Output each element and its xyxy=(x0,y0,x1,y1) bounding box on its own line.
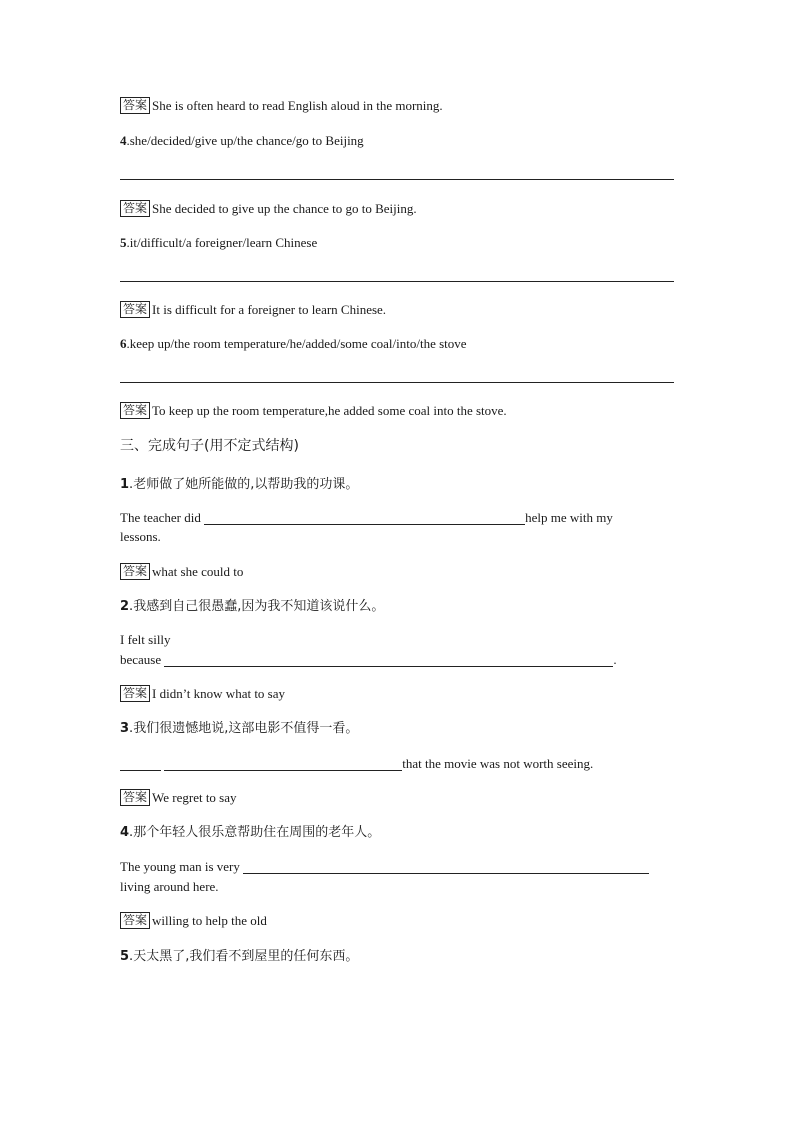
question-chinese: 老师做了她所能做的,以帮助我的功课。 xyxy=(133,477,359,492)
answer-text: She decided to give up the chance to go to Beijing. xyxy=(152,201,417,216)
answer-row xyxy=(120,788,680,807)
question-chinese: 我感到自己很愚蠢,因为我不知道该说什么。 xyxy=(133,599,385,614)
question-prompt: keep up/the room temperature/he/added/some coal/into/the stove xyxy=(129,336,467,351)
question-number: 6 xyxy=(120,336,127,351)
answer-row xyxy=(120,911,680,930)
sentence-text: living around here. xyxy=(120,879,219,894)
question-row: 4.she/decided/give up/the chance/go to Beijing xyxy=(120,133,364,148)
sentence-text: help me with my xyxy=(525,510,613,525)
question-number: 5 xyxy=(120,949,130,964)
fill-blank[interactable] xyxy=(204,510,525,525)
answer-row xyxy=(120,300,680,319)
answer-line xyxy=(120,281,674,282)
answer-line xyxy=(120,382,674,383)
answer-text: To keep up the room temperature,he added some coal into the stove. xyxy=(152,403,507,418)
answer-label: 答案 xyxy=(120,200,150,217)
question-row: 6.keep up/the room temperature/he/added/some coal/into/the stove xyxy=(120,336,467,351)
question-number: 2 xyxy=(120,599,130,614)
sentence-text: because xyxy=(120,652,165,667)
answer-line xyxy=(120,179,674,180)
fill-blank[interactable] xyxy=(164,652,613,667)
sentence-text: . xyxy=(613,652,617,667)
answer-label: 答案 xyxy=(120,402,150,419)
sentence-text: The teacher did xyxy=(120,510,205,525)
answer-row xyxy=(120,684,680,703)
answer-label: 答案 xyxy=(120,563,150,580)
answer-row xyxy=(120,562,680,581)
answer-text: what she could to xyxy=(152,564,244,579)
answer-label: 答案 xyxy=(120,912,150,929)
question-chinese: 我们很遗憾地说,这部电影不值得一看。 xyxy=(133,721,359,736)
section-title: 三、完成句子(用不定式结构) xyxy=(120,438,299,454)
question-row: 4.那个年轻人很乐意帮助住在周围的老年人。 xyxy=(120,825,381,840)
sentence-line xyxy=(120,650,680,669)
answer-text: It is difficult for a foreigner to learn Chinese. xyxy=(152,302,387,317)
answer-text: willing to help the old xyxy=(152,913,267,928)
answer-row xyxy=(120,199,680,218)
sentence-text: I felt silly xyxy=(120,632,171,647)
sentence-line xyxy=(120,877,680,896)
question-number: 5 xyxy=(120,235,127,250)
question-row: 5.it/difficult/a foreigner/learn Chinese xyxy=(120,235,318,250)
question-number: 1 xyxy=(120,477,130,492)
question-chinese: 天太黑了,我们看不到屋里的任何东西。 xyxy=(133,949,359,964)
question-prompt: she/decided/give up/the chance/go to Beijing xyxy=(129,133,364,148)
question-row: 1.老师做了她所能做的,以帮助我的功课。 xyxy=(120,477,359,492)
sentence-text: The young man is very xyxy=(120,859,244,874)
sentence-line xyxy=(120,754,680,773)
question-row: 3.我们很遗憾地说,这部电影不值得一看。 xyxy=(120,721,359,736)
question-number: 4 xyxy=(120,825,130,840)
fill-blank[interactable] xyxy=(120,756,161,771)
answer-label: 答案 xyxy=(120,97,150,114)
answer-label: 答案 xyxy=(120,301,150,318)
answer-text: I didn’t know what to say xyxy=(152,686,286,701)
sentence-line xyxy=(120,508,680,527)
fill-blank[interactable] xyxy=(243,859,649,874)
sentence-line xyxy=(120,630,680,649)
question-number: 4 xyxy=(120,133,127,148)
sentence-line xyxy=(120,857,680,876)
answer-text: She is often heard to read English aloud in the morning. xyxy=(152,98,443,113)
fill-blank[interactable] xyxy=(164,756,402,771)
question-number: 3 xyxy=(120,721,130,736)
sentence-text: lessons. xyxy=(120,529,161,544)
answer-label: 答案 xyxy=(120,685,150,702)
question-row: 5.天太黑了,我们看不到屋里的任何东西。 xyxy=(120,949,359,964)
sentence-text: that the movie was not worth seeing. xyxy=(402,756,594,771)
sentence-line xyxy=(120,527,680,546)
question-chinese: 那个年轻人很乐意帮助住在周围的老年人。 xyxy=(133,825,381,840)
answer-label: 答案 xyxy=(120,789,150,806)
question-row: 2.我感到自己很愚蠢,因为我不知道该说什么。 xyxy=(120,599,385,614)
answer-row xyxy=(120,401,680,420)
question-prompt: it/difficult/a foreigner/learn Chinese xyxy=(129,235,318,250)
answer-text: We regret to say xyxy=(152,790,237,805)
answer-row xyxy=(120,96,680,115)
